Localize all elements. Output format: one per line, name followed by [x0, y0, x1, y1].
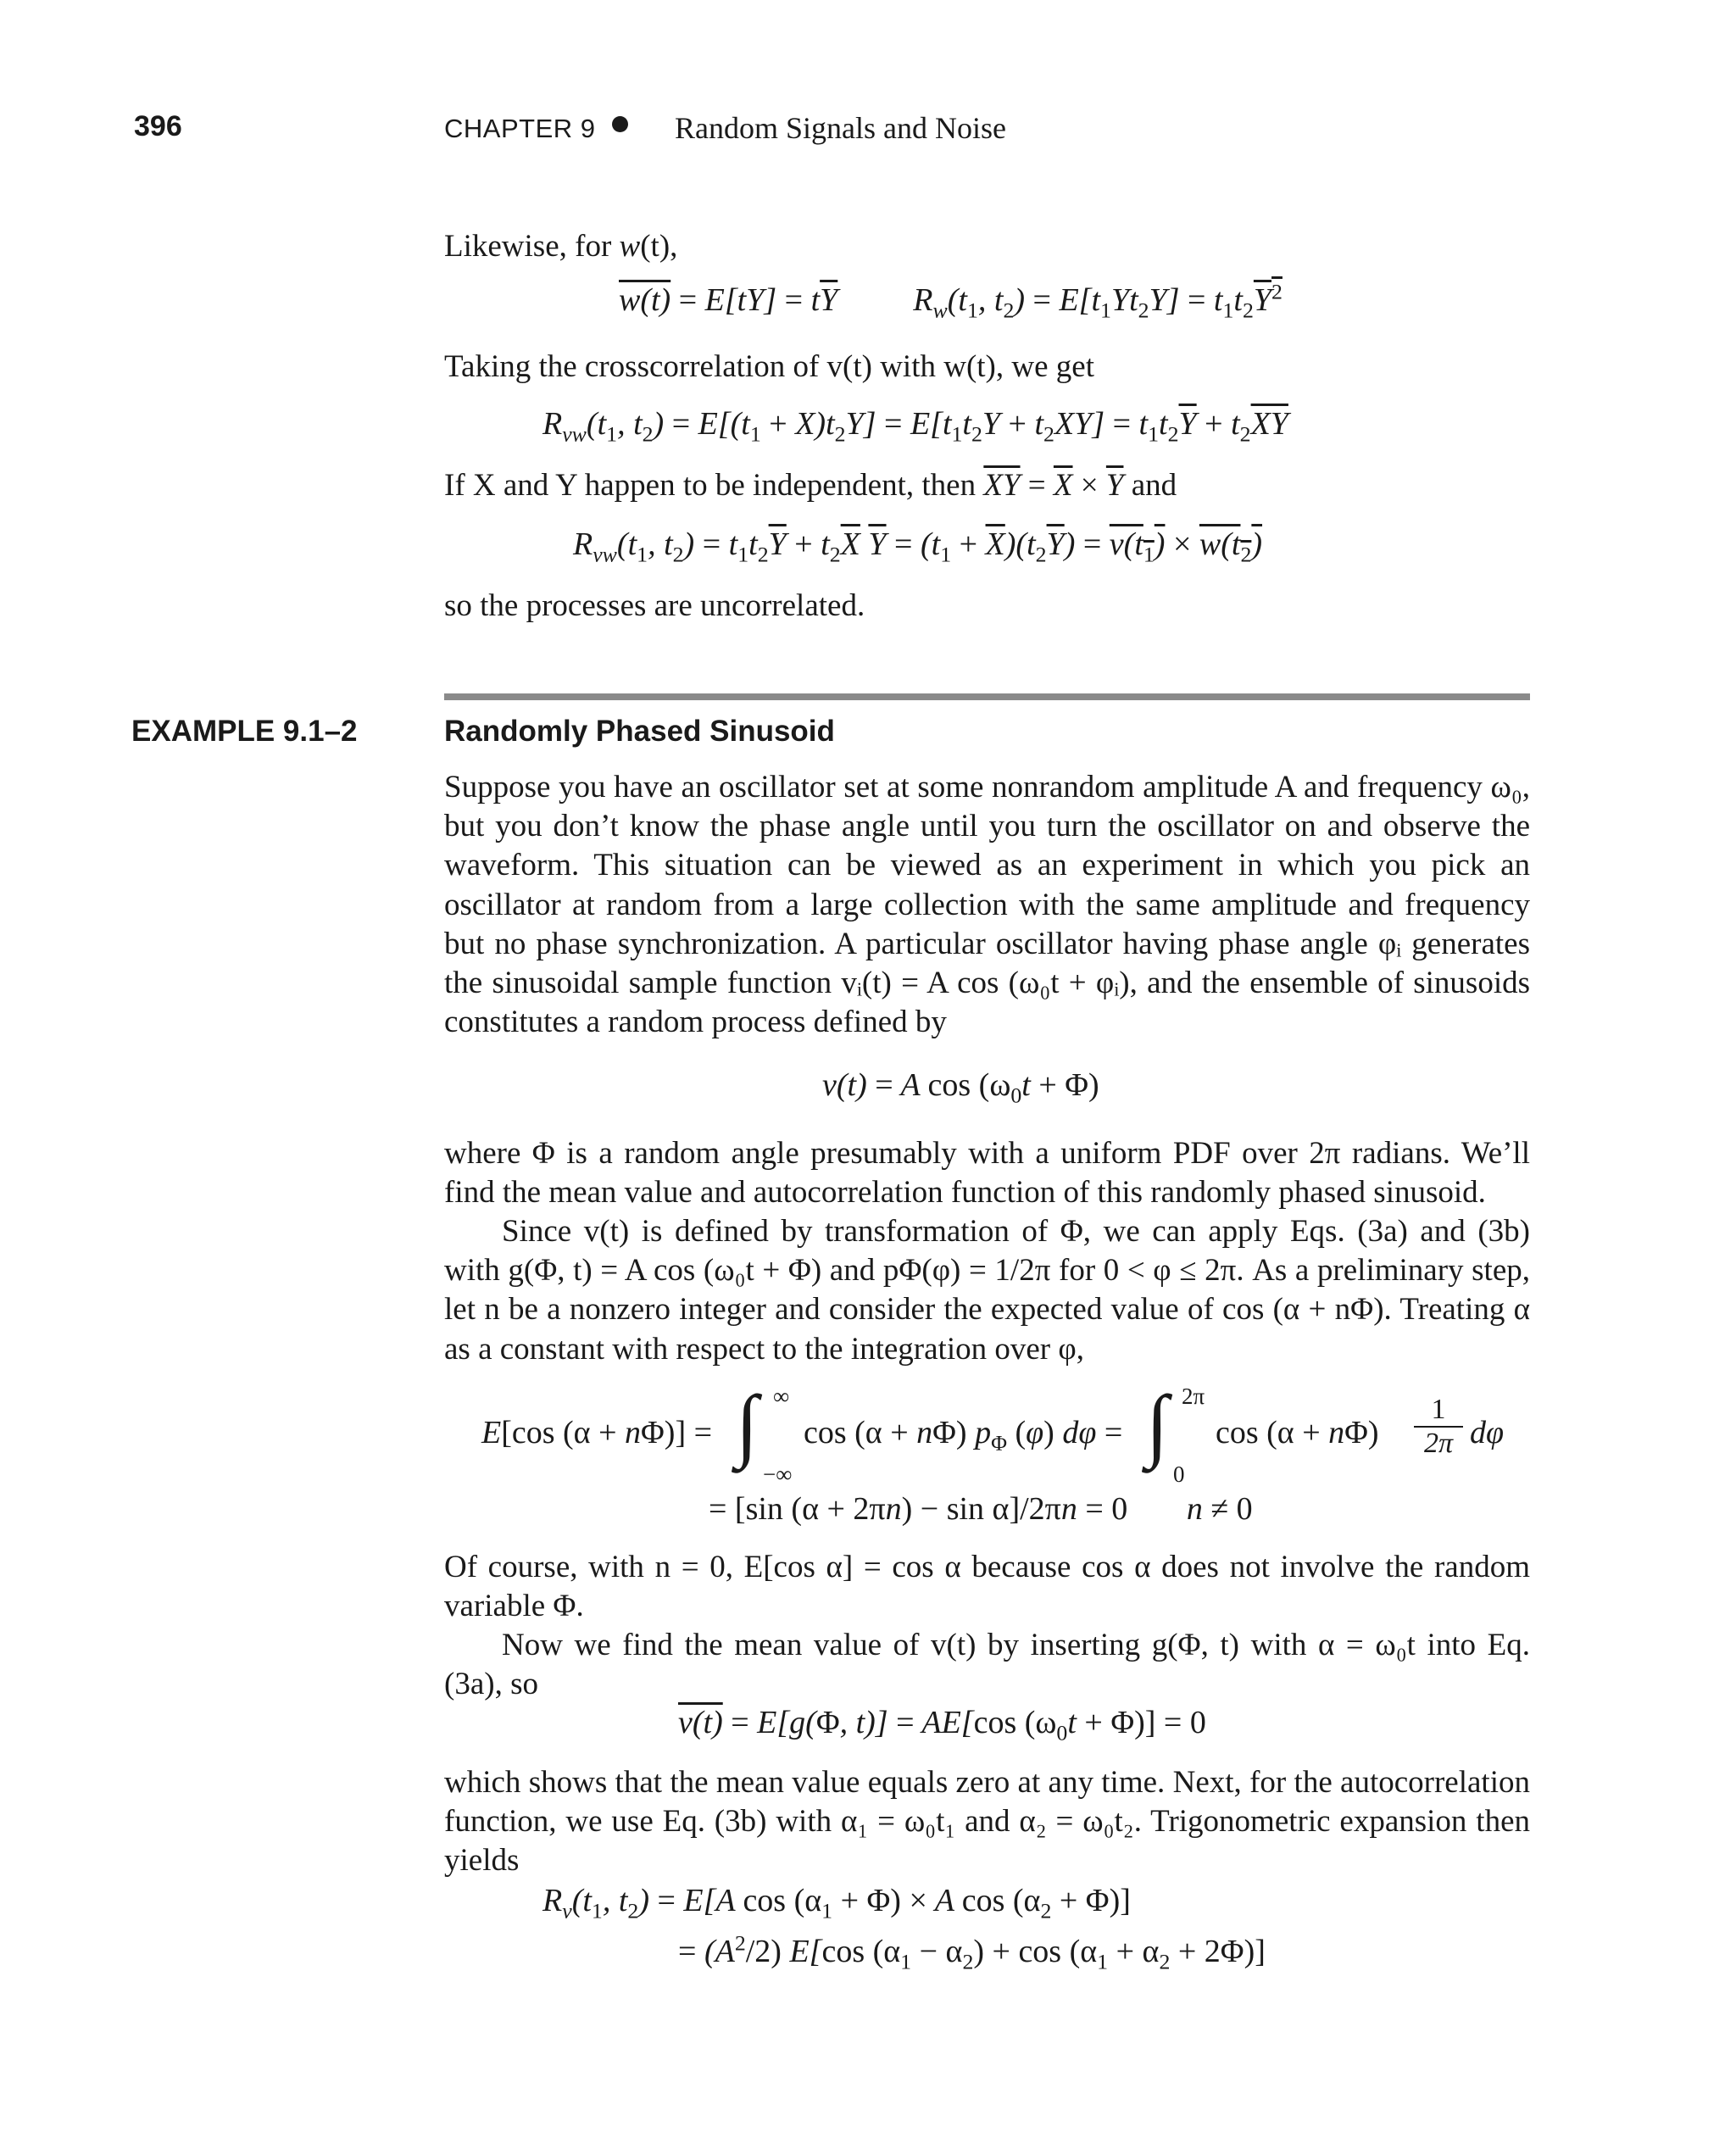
- example-label: EXAMPLE 9.1–2: [131, 715, 358, 748]
- equation-autocorrelation-2: = $(A^2/2)$ E[cos $(\alpha_1 - \alpha_2) + \cos (\alpha_1 + \alpha_2 + 2\Phi)$]: [678, 1930, 1266, 1974]
- page-number: 396: [134, 110, 182, 142]
- header-bullet: [612, 116, 628, 132]
- paragraph-crosscorrelation: Taking the crosscorrelation of v(t) with w(t), we get: [444, 349, 1094, 384]
- equation-expected-integral: E[cos (α + nΦ)] =: [481, 1415, 713, 1450]
- equation-expected-result: = [sin (α + 2πn) − sin α]/2πn = 0 n ≠ 0: [709, 1491, 1253, 1527]
- integral-upper-limit: ∞: [773, 1383, 790, 1409]
- equation-autocorrelation-1: $R_v(t_1$, $t_2) = E[A$ $\cos (\alpha_1 + \Phi) \times A$ $\cos (\alpha_2 + \Phi)$]: [542, 1883, 1131, 1924]
- equation-random-process: v(t) = A $\cos (\omega_0t + \Phi)$: [822, 1067, 1099, 1108]
- equation-crosscorrelation: $R_{vw}(t_1$, $t_2) = E[(t_1 + X)t_2Y] = E[t_1t_2Y + t_2XY] = t_1t_2\overline{Y} + t_2\overline{XY}$: [542, 406, 1288, 447]
- paragraph-likewise: Likewise, for w(t),: [444, 229, 678, 264]
- section-rule: [444, 693, 1530, 700]
- example-paragraph-4: Of course, with n = 0, E[cos α] = cos α because cos α does not involve the random variable Φ.: [444, 1550, 1530, 1624]
- chapter-title: Random Signals and Noise: [675, 111, 1006, 145]
- integral-lower-limit: −∞: [763, 1461, 793, 1487]
- equation-integrand: cos (α + nΦ) $p_\Phi$ (φ) dφ =: [804, 1415, 1123, 1456]
- example-paragraph-6: which shows that the mean value equals zero at any time. Next, for the autocorrelation function, we use Eq. (3b) with α₁ = ω₀t₁ and α₂ = ω₀t₂. Trigonometric expansion then yields: [444, 1765, 1530, 1879]
- fraction-one-over-2pi: $\frac{1}{2\pi}$: [1414, 1394, 1463, 1460]
- integral-sign-infinite: ∫: [736, 1378, 759, 1469]
- example-paragraph-5: Now we find the mean value of v(t) by inserting g(Φ, t) with α = ω₀t into Eq. (3a), so: [444, 1628, 1530, 1702]
- integral-sign-2pi: ∫: [1146, 1378, 1169, 1469]
- equation-mean-value: v(t) = E[g(Φ, t)] = AE[cos $(\omega_0t + \Phi)] = 0$: [678, 1705, 1206, 1745]
- integral-2pi-lower: 0: [1173, 1461, 1185, 1487]
- example-paragraph-1: Suppose you have an oscillator set at some nonrandom amplitude A and frequency ω₀, but you don’t know the phase angle until you turn the oscillator on and observe the waveform. This situation can be viewed as an experiment in which you pick an oscillator at random from a large collection with the same amplitude and frequency but no phase synchronization. A particular oscillator having phase angle φᵢ generates the sinusoidal sample function vᵢ(t) = A cos (ω₀t + φᵢ), and the ensemble of sinusoids constitutes a random process defined by: [444, 770, 1530, 1040]
- paragraph-uncorrelated: so the processes are uncorrelated.: [444, 588, 865, 623]
- example-paragraph-3: Since v(t) is defined by transformation of Φ, we can apply Eqs. (3a) and (3b) with g(Φ, t) = A cos (ω₀t + Φ) and pΦ(φ) = 1/2π for 0 < φ ≤ 2π. As a preliminary step, let n be a nonzero integer and consider the expected value of cos (α + nΦ). Treating α as a constant with respect to the integration over φ,: [444, 1214, 1530, 1367]
- paragraph-independent: If X and Y happen to be independent, then $\overline{XY} = \overline{X} \times \overline{Y}$ and: [444, 468, 1177, 503]
- chapter-label: CHAPTER 9: [444, 114, 596, 143]
- equation-uncorrelated: $R_{vw}(t_1$, $t_2) = t_1t_2\overline{Y} + t_2\overline{X}$ $\overline{Y} = (t_1 + \overline{X})(t_2\overline{Y}) = v(t_1) \times w(t_2)$: [573, 526, 1263, 567]
- equation-dphi: dφ: [1470, 1415, 1505, 1450]
- integral-2pi-upper: 2π: [1182, 1383, 1205, 1409]
- equation-integrand-2: cos (α + nΦ): [1216, 1415, 1379, 1450]
- example-title: Randomly Phased Sinusoid: [444, 715, 835, 748]
- equation-w-mean: $w(t) = E[tY] = t\overline{Y}$ $R_w(t_1$, $t_2) = E[t_1Yt_2Y] = t_1t_2Y^2$: [619, 279, 1283, 323]
- example-paragraph-2: where Φ is a random angle presumably with a uniform PDF over 2π radians. We’ll find the mean value and autocorrelation function of this randomly phased sinusoid.: [444, 1136, 1530, 1211]
